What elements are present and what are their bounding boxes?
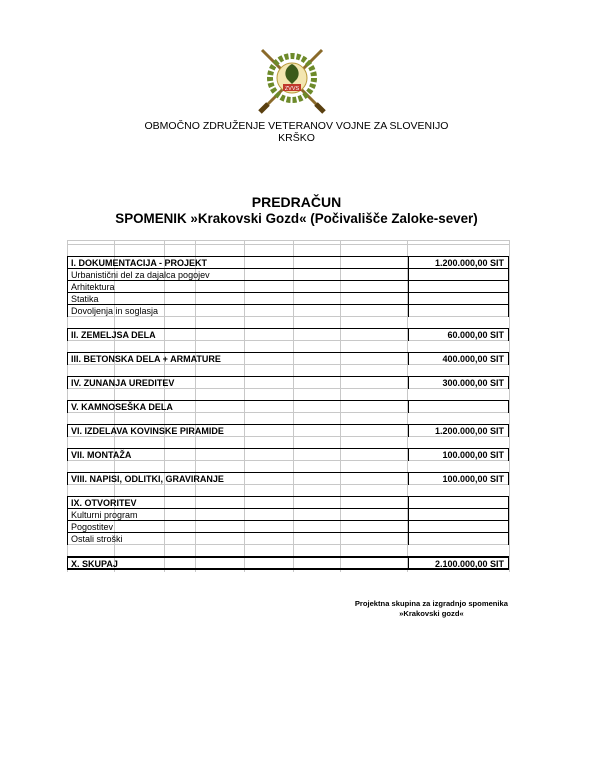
row-amount: 60.000,00 SIT [447, 330, 504, 340]
table-row [67, 304, 509, 317]
document-title: PREDRAČUN [251, 194, 342, 210]
row-label: VII. MONTAŽA [71, 450, 132, 460]
row-label: III. BETONSKA DELA + ARMATURE [71, 354, 221, 364]
document-subtitle: SPOMENIK »Krakovski Gozd« (Počivališče Zaloke-sever) [115, 211, 478, 226]
grid-column-line [509, 240, 510, 572]
row-label: V. KAMNOSEŠKA DELA [71, 402, 173, 412]
grid-header-strip [67, 240, 509, 245]
organization-city: KRŠKO [278, 132, 315, 144]
row-label: X. SKUPAJ [71, 559, 118, 569]
amount-cell-divider [408, 305, 409, 317]
amount-cell-divider [408, 401, 409, 413]
amount-cell-divider [408, 353, 409, 365]
veterans-emblem-icon [254, 44, 330, 114]
amount-cell-divider [408, 449, 409, 461]
row-amount: 400.000,00 SIT [442, 354, 504, 364]
row-amount: 1.200.000,00 SIT [434, 426, 504, 436]
amount-cell-divider [408, 329, 409, 341]
table-row [67, 532, 509, 545]
row-label: Kulturni program [71, 510, 138, 520]
table-row [67, 328, 509, 341]
row-label: Ostali stroški [71, 534, 123, 544]
amount-cell-divider [408, 558, 409, 568]
table-row [67, 400, 509, 413]
row-amount: 300.000,00 SIT [442, 378, 504, 388]
row-label: VIII. NAPISI, ODLITKI, GRAVIRANJE [71, 474, 224, 484]
amount-cell-divider [408, 473, 409, 485]
row-amount: 100.000,00 SIT [442, 474, 504, 484]
amount-cell-divider [408, 533, 409, 545]
row-label: Pogostitev [71, 522, 114, 532]
row-label: II. ZEMELJSA DELA [71, 330, 156, 340]
row-label: Arhitektura [71, 282, 115, 292]
row-label: IX. OTVORITEV [71, 498, 137, 508]
row-label: I. DOKUMENTACIJA - PROJEKT [71, 258, 208, 268]
row-label: Urbanistični del za dajalca pogojev [71, 270, 210, 280]
table-row [67, 556, 509, 570]
amount-cell-divider [408, 377, 409, 389]
organization-name: OBMOČNO ZDRUŽENJE VETERANOV VOJNE ZA SLOVENIJO [144, 120, 449, 132]
row-amount: 1.200.000,00 SIT [434, 258, 504, 268]
organization-header [0, 120, 593, 144]
logo-text: ZVVS [284, 86, 300, 92]
table-row [67, 472, 509, 485]
table-row [67, 448, 509, 461]
amount-cell-divider [408, 425, 409, 437]
signature-block [355, 599, 508, 619]
table-row [67, 352, 509, 365]
row-amount: 2.100.000,00 SIT [434, 559, 504, 569]
row-label: VI. IZDELAVA KOVINSKE PIRAMIDE [71, 426, 224, 436]
row-label: Dovoljenja in soglasja [71, 306, 159, 316]
row-label: Statika [71, 294, 99, 304]
table-row [67, 424, 509, 437]
row-amount: 100.000,00 SIT [442, 450, 504, 460]
estimate-table [67, 240, 509, 572]
signature-line-1: Projektna skupina za izgradnjo spomenika [354, 599, 508, 608]
row-label: IV. ZUNANJA UREDITEV [71, 378, 175, 388]
signature-line-2: »Krakovski gozd« [399, 609, 464, 618]
table-row [67, 376, 509, 389]
